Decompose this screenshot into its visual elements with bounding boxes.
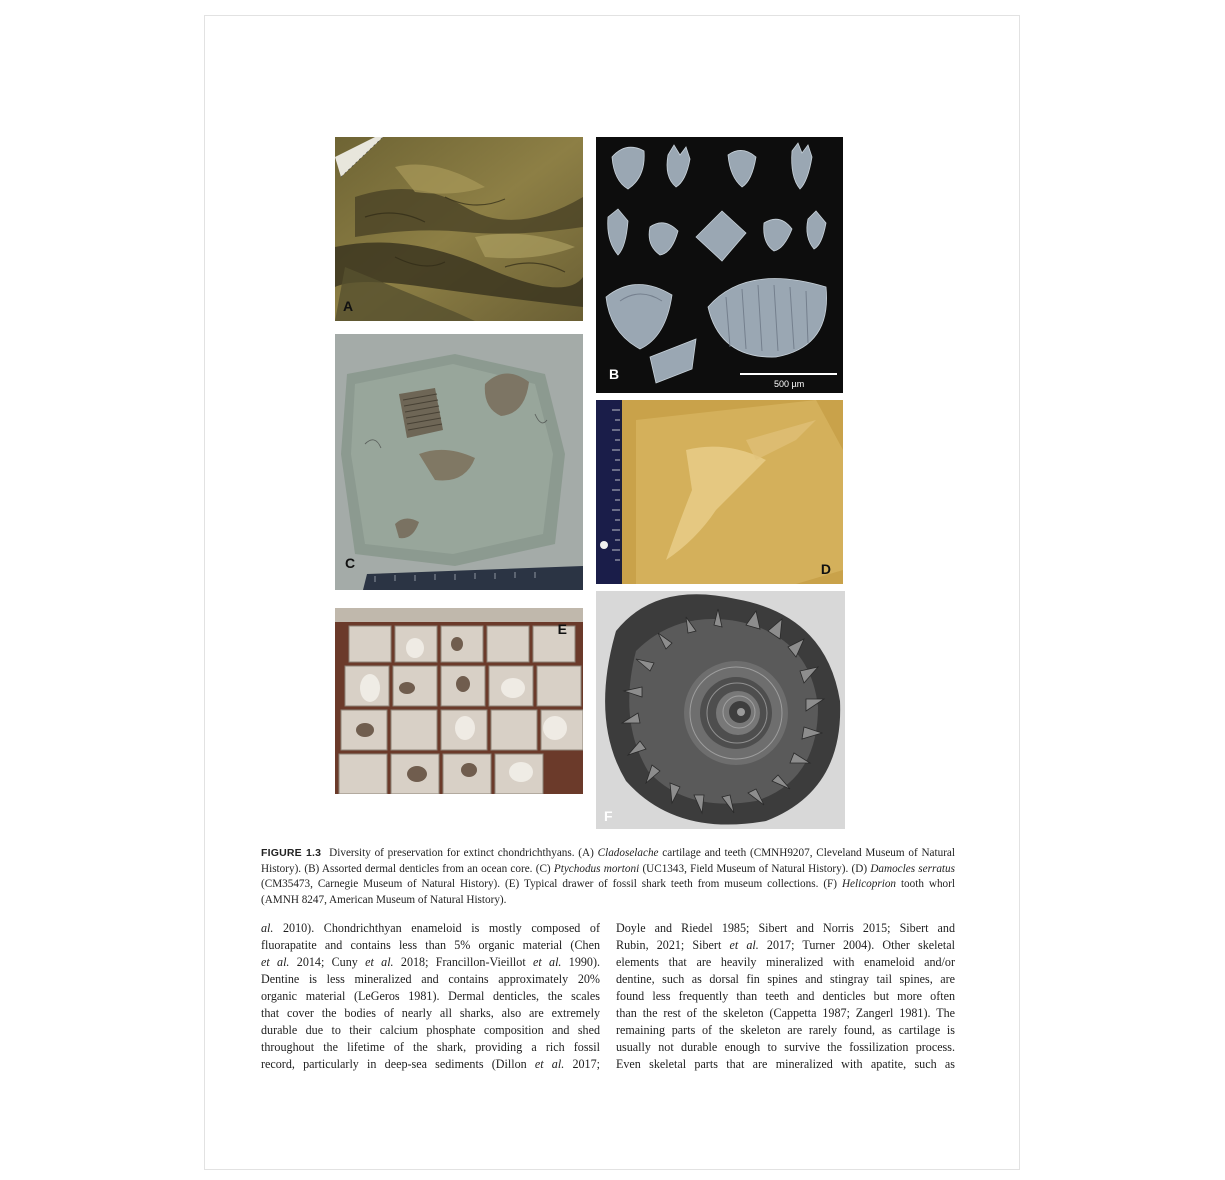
caption-italic-run: Damocles serratus: [870, 862, 955, 875]
figure-panel-d: [596, 400, 843, 584]
body-text-line: [616, 1039, 955, 1056]
panel-b-image: [596, 137, 843, 393]
figure-panel-c: [335, 334, 583, 590]
body-run: 1990).: [561, 955, 600, 969]
panel-d-label: D: [820, 561, 831, 577]
body-run: than the rest of the skeleton (Cappetta 1987; Zangerl 1981). The: [616, 1006, 955, 1020]
body-run: Rubin, 2021; Sibert: [616, 938, 730, 952]
body-run: Even skeletal parts that are mineralized with apatite, such as: [616, 1057, 955, 1071]
body-run: fluorapatite and contains less than 5% organic material (Chen: [261, 938, 600, 952]
body-text-line: [616, 920, 955, 937]
body-run: organic material (LeGeros 1981). Dermal denticles, the scales: [261, 989, 600, 1003]
body-run: 2010). Chondrichthyan enameloid is mostly composed of: [273, 921, 600, 935]
body-column-right: [616, 920, 955, 1073]
body-text-line: [616, 1022, 955, 1039]
body-run: usually not durable enough to survive the fossilization process.: [616, 1040, 955, 1054]
panel-a-label: A: [343, 298, 354, 314]
caption-italic-run: Ptychodus mortoni: [553, 862, 640, 875]
figure-panel-a: [335, 137, 583, 321]
panel-b-label: B: [609, 366, 620, 382]
body-text-line: [616, 971, 955, 988]
figure-panel-e: [335, 608, 583, 794]
body-run: Dentine is less mineralized and contains approximately 20%: [261, 972, 600, 986]
body-text-line: [261, 954, 600, 971]
body-italic-run: et al.: [365, 955, 394, 969]
body-run: found less frequently than teeth and denticles but more often: [616, 989, 955, 1003]
body-text-line: [261, 937, 600, 954]
body-run: remaining parts of the skeleton are rarely found, as cartilage is: [616, 1023, 955, 1037]
body-text-line: [261, 971, 600, 988]
caption-run: tooth whorl (AMNH 8247, American Museum of Natural History).: [261, 878, 955, 906]
figure-caption: [261, 846, 955, 908]
figure-panel-b: [596, 137, 843, 393]
body-italic-run: al.: [261, 921, 274, 935]
body-italic-run: et al.: [261, 955, 290, 969]
body-text-line: [616, 988, 955, 1005]
body-run: dentine, such as dorsal fin spines and stingray tail spines, are: [616, 972, 955, 986]
body-run: record, particularly in deep-sea sediments (Dillon: [261, 1057, 535, 1071]
caption-italic-run: Helicoprion: [841, 878, 897, 890]
body-run: durable due to their calcium phosphate composition and shed: [261, 1023, 600, 1037]
panel-a-image: [335, 137, 583, 321]
panel-b-scale-label: 500 µm: [774, 379, 805, 389]
body-italic-run: et al.: [729, 938, 759, 952]
body-run: 2014; Cuny: [289, 955, 366, 969]
body-italic-run: et al.: [533, 955, 562, 969]
body-text-line: [261, 1039, 600, 1056]
panel-e-image: [335, 608, 583, 794]
body-run: that cover the bodies of nearly all sharks, also are extremely: [261, 1006, 600, 1020]
body-run: Doyle and Riedel 1985; Sibert and Norris 2015; Sibert and: [616, 921, 955, 935]
figure-label: FIGURE 1.3: [261, 847, 322, 859]
body-text-line: [616, 1005, 955, 1022]
body-text-line: [261, 920, 600, 937]
body-run: 2017; Turner 2004). Other skeletal: [758, 938, 955, 952]
body-text-line: [261, 988, 600, 1005]
caption-italic-run: Cladoselache: [597, 847, 659, 859]
panel-f-label: F: [604, 808, 613, 824]
body-run: 2017;: [564, 1057, 600, 1071]
body-text-line: [616, 937, 955, 954]
panel-c-label: C: [345, 555, 356, 571]
caption-text: [261, 847, 955, 906]
panel-d-image: [596, 400, 843, 584]
caption-run: (CM35473, Carnegie Museum of Natural History). (E) Typical drawer of fossil shark teeth from museum collections. (F): [261, 878, 842, 890]
body-text-line: [261, 1056, 600, 1073]
body-run: elements that are heavily mineralized with enameloid and/or: [616, 955, 955, 969]
body-text-line: [261, 1005, 600, 1022]
panel-c-image: [335, 334, 583, 590]
body-text-line: [616, 1056, 955, 1073]
figure-panel-f: [596, 591, 845, 829]
body-italic-run: et al.: [534, 1057, 565, 1071]
body-run: 2018; Francillon-Vieillot: [393, 955, 533, 969]
body-column-left: [261, 920, 600, 1073]
caption-run: cartilage and teeth (CMNH9207, Cleveland Museum of Natural History). (B) Assorted dermal denticles from an ocean core. (C): [261, 847, 955, 875]
panel-e-label: E: [557, 621, 567, 637]
body-run: throughout the lifetime of the shark, providing a rich fossil: [261, 1040, 600, 1054]
body-text-line: [616, 954, 955, 971]
body-text-line: [261, 1022, 600, 1039]
panel-f-image: [596, 591, 845, 829]
caption-run: (UC1343, Field Museum of Natural History). (D): [639, 862, 871, 875]
caption-run: Diversity of preservation for extinct chondrichthyans. (A): [329, 847, 598, 859]
